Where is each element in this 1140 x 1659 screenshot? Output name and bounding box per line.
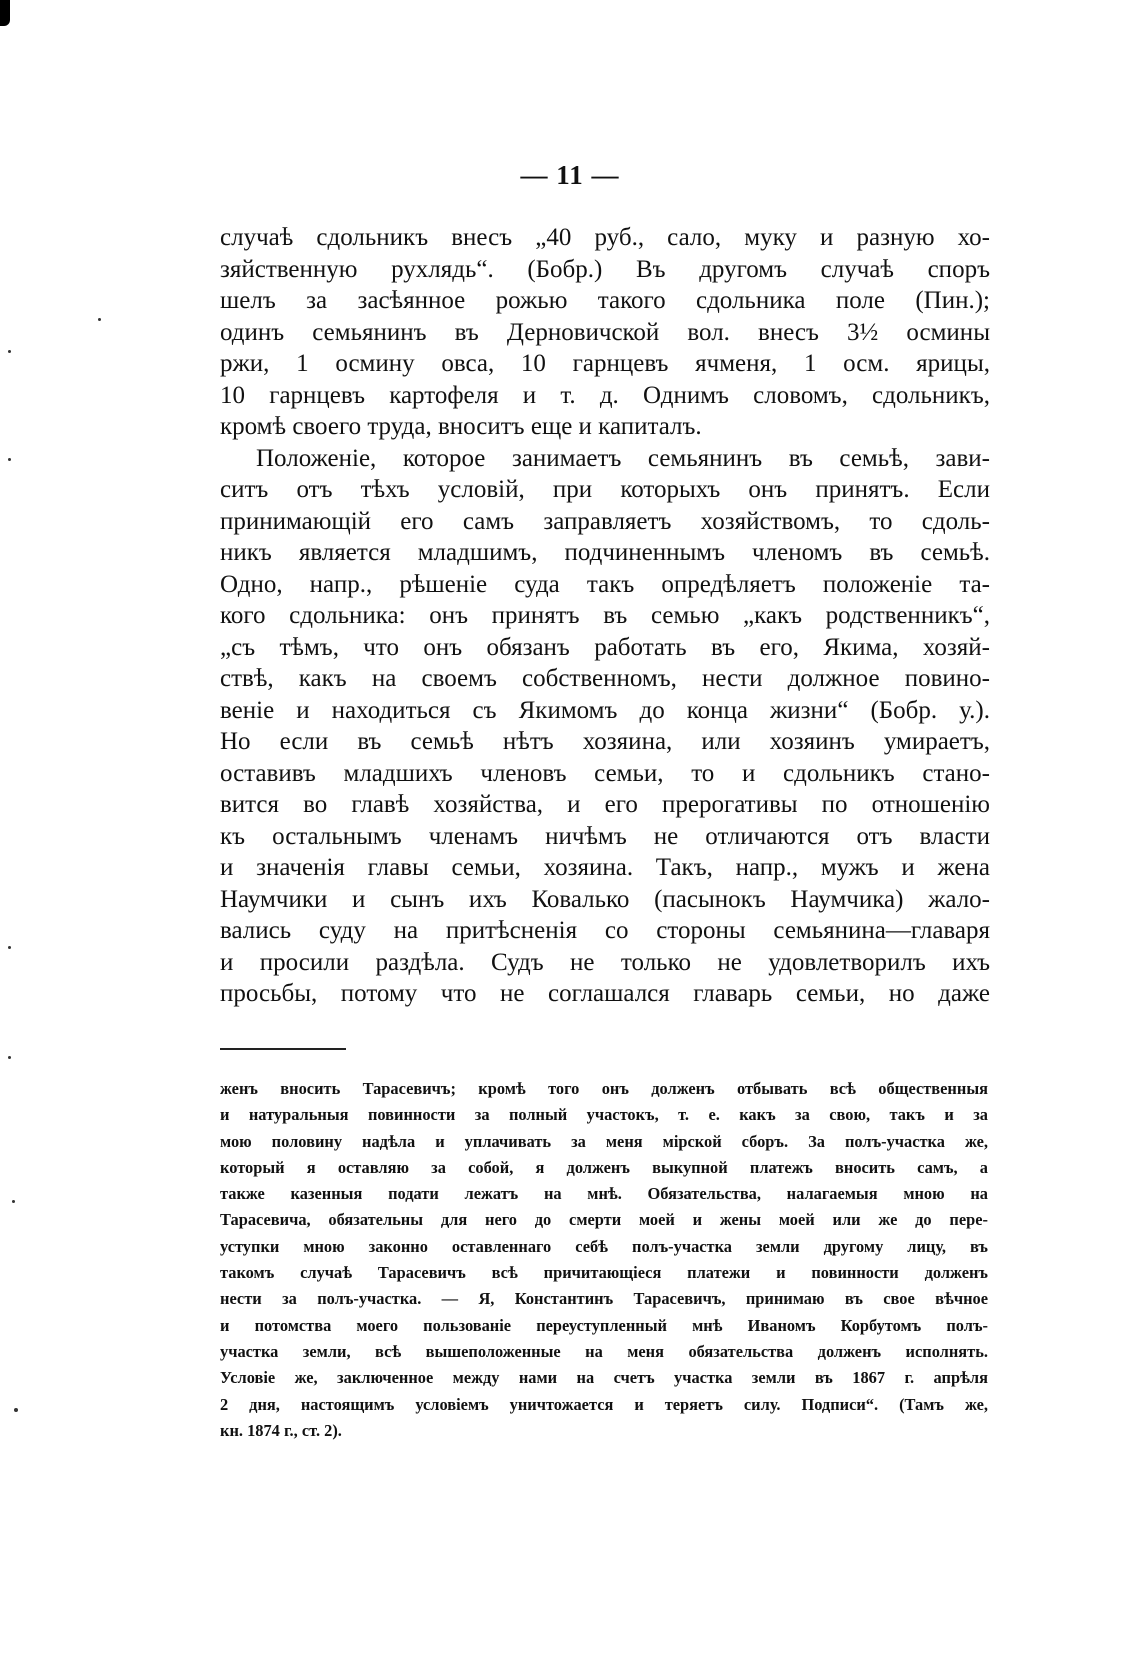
- main-line: 10 гарнцевъ картофеля и т. д. Однимъ словомъ, сдольникъ,: [220, 381, 990, 409]
- scan-speck: [98, 318, 101, 321]
- footnote-line: кн. 1874 г., ст. 2).: [220, 1420, 342, 1440]
- main-line: Наумчики и сынъ ихъ Ковалько (пасынокъ Наумчика) жало-: [220, 885, 990, 913]
- footnote-line: участка земли, всѣ вышеположенные на меня обязательства долженъ исполнять.: [220, 1341, 988, 1361]
- main-line: вится во главѣ хозяйства, и его прерогативы по отношенію: [220, 791, 990, 818]
- main-line: просьбы, потому что не соглашался главарь семьи, но даже: [220, 980, 990, 1007]
- main-line: оставивъ младшихъ членовъ семьи, то и сдольникъ стано-: [220, 759, 990, 787]
- main-line: „съ тѣмъ, что онъ обязанъ работать въ его, Якима, хозяй-: [220, 633, 990, 661]
- corner-ink-blot: [0, 0, 10, 26]
- footnote-line: Тарасевича, обязательны для него до смерти моей и жены моей или же до пере-: [220, 1210, 988, 1230]
- scan-speck: [12, 1200, 15, 1203]
- footnote-line: 2 дня, настоящимъ условіемъ уничтожается и теряетъ силу. Подписи“. (Тамъ же,: [220, 1394, 988, 1414]
- footnote-line: нести за полъ-участка. — Я, Константинъ Тарасевичъ, принимаю въ свое вѣчное: [220, 1289, 988, 1309]
- main-line: ржи, 1 осмину овса, 10 гарнцевъ ячменя, 1 осм. ярицы,: [220, 350, 990, 377]
- main-line: Но если въ семьѣ нѣтъ хозяина, или хозяинъ умираетъ,: [220, 728, 990, 755]
- main-line: кромѣ своего труда, вноситъ еще и капиталъ.: [220, 413, 702, 440]
- footnote-divider: [220, 1048, 346, 1050]
- footnote-line: и натуральныя повинности за полный участокъ, т. е. какъ за свою, такъ и за: [220, 1105, 988, 1125]
- footnote-line: который я оставляю за собой, я долженъ выкупной платежъ вносить самъ, а: [220, 1157, 988, 1177]
- main-line: и просили раздѣла. Судъ не только не удовлетворилъ ихъ: [220, 948, 990, 976]
- main-line: къ остальнымъ членамъ ничѣмъ не отличаются отъ власти: [220, 822, 990, 850]
- scan-speck: [8, 946, 11, 949]
- main-line: принимающій его самъ заправляетъ хозяйствомъ, то сдоль-: [220, 507, 990, 535]
- main-line: Положеніе, которое занимаетъ семьянинъ въ семьѣ, зави-: [256, 444, 990, 472]
- scan-speck: [8, 350, 11, 353]
- main-text: [220, 222, 990, 1010]
- footnote-line: также казенныя подати лежатъ на мнѣ. Обязательства, налагаемыя мною на: [220, 1184, 988, 1204]
- main-line: ствѣ, какъ на своемъ собственномъ, нести должное повино-: [220, 665, 990, 692]
- main-line: никъ является младшимъ, подчиненнымъ членомъ въ семьѣ.: [220, 539, 990, 566]
- scan-speck: [8, 458, 11, 461]
- page-number: — 11 —: [520, 160, 620, 190]
- footnote-line: мою половину надѣла и уплачивать за меня мірской сборъ. За полъ-участка же,: [220, 1131, 988, 1151]
- scan-speck: [8, 1056, 11, 1059]
- footnote-line: и потомства моего пользованіе переуступленный мнѣ Иваномъ Корбутомъ полъ-: [220, 1315, 988, 1335]
- main-line: кого сдольника: онъ принятъ въ семью „какъ родственникъ“,: [220, 602, 990, 629]
- main-line: и значенія главы семьи, хозяина. Такъ, напр., мужъ и жена: [220, 854, 990, 881]
- main-line: ситъ отъ тѣхъ условій, при которыхъ онъ принятъ. Если: [220, 476, 990, 503]
- main-line: веніе и находиться съ Якимомъ до конца жизни“ (Бобр. у.).: [220, 696, 990, 724]
- footnote-line: женъ вносить Тарасевичъ; кромѣ того онъ долженъ отбывать всѣ общественныя: [220, 1079, 988, 1098]
- main-line: вались суду на притѣсненія со стороны семьянина—главаря: [220, 917, 990, 944]
- footnote: [220, 1076, 988, 1444]
- main-line: случаѣ сдольникъ внесъ „40 руб., сало, муку и разную хо-: [220, 224, 990, 251]
- main-line: Одно, напр., рѣшеніе суда такъ опредѣляетъ положеніе та-: [220, 570, 990, 598]
- footnote-line: уступки мною законно оставленнаго себѣ полъ-участка земли другому лицу, въ: [220, 1236, 988, 1256]
- footnote-line: Условіе же, заключенное между нами на счетъ участка земли въ 1867 г. апрѣля: [220, 1368, 988, 1388]
- main-line: одинъ семьянинъ въ Дерновичской вол. внесъ 3½ осмины: [220, 318, 990, 346]
- scan-speck: [14, 1408, 18, 1412]
- main-line: зяйственную рухлядь“. (Бобр.) Въ другомъ случаѣ споръ: [220, 255, 990, 283]
- footnote-line: такомъ случаѣ Тарасевичъ всѣ причитающіеся платежи и повинности долженъ: [220, 1263, 988, 1283]
- main-line: шелъ за засѣянное рожью такого сдольника поле (Пин.);: [220, 287, 990, 314]
